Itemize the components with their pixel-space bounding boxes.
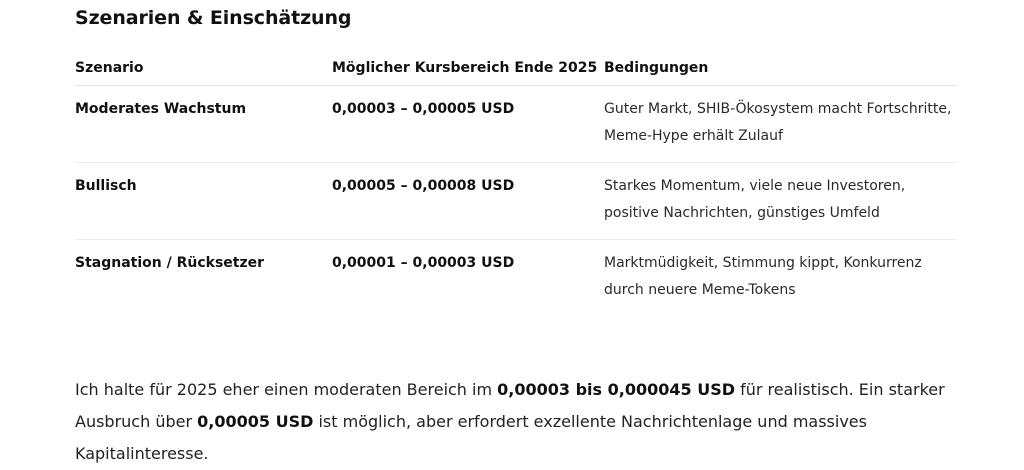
scenario-conditions: Marktmüdigkeit, Stimmung kippt, Konkurrenz durch neuere Meme-Tokens <box>604 254 922 298</box>
summary-text: Ich halte für 2025 eher einen moderaten Bereich im <box>75 380 498 399</box>
table-header-row <box>75 48 957 85</box>
section-heading: Szenarien & Einschätzung <box>75 7 352 29</box>
table-row <box>75 162 957 239</box>
scenario-conditions: Guter Markt, SHIB-Ökosystem macht Fortschritte, Meme-Hype erhält Zulauf <box>604 85 957 162</box>
scenario-table <box>75 48 957 316</box>
scenario-name: Bullisch <box>75 162 332 239</box>
summary-highlight-threshold: 0,00005 USD <box>197 412 314 431</box>
scenario-conditions: Starkes Momentum, viele neue Investoren, positive Nachrichten, günstiges Umfeld <box>604 162 957 239</box>
price-range: 0,00005 – 0,00008 USD <box>332 162 604 239</box>
table-row <box>75 239 957 316</box>
summary-paragraph <box>75 374 957 470</box>
column-header-scenario: Szenario <box>75 48 332 85</box>
column-header-conditions: Bedingungen <box>604 48 957 85</box>
price-range: 0,00003 – 0,00005 USD <box>332 85 604 162</box>
scenario-name: Moderates Wachstum <box>75 85 332 162</box>
summary-highlight-range: 0,00003 bis 0,000045 USD <box>497 380 736 399</box>
table-row <box>75 85 957 162</box>
column-header-price-range: Möglicher Kursbereich Ende 2025 <box>332 48 604 85</box>
scenario-name: Stagnation / Rücksetzer <box>75 254 265 271</box>
price-range: 0,00001 – 0,00003 USD <box>332 254 515 271</box>
summary-text: ist möglich, aber erfordert exzellente Nachrichtenlage und massives Kapitalinteresse. <box>75 412 867 463</box>
summary-text: für realistisch. Ein starker Ausbruch über <box>75 380 945 431</box>
